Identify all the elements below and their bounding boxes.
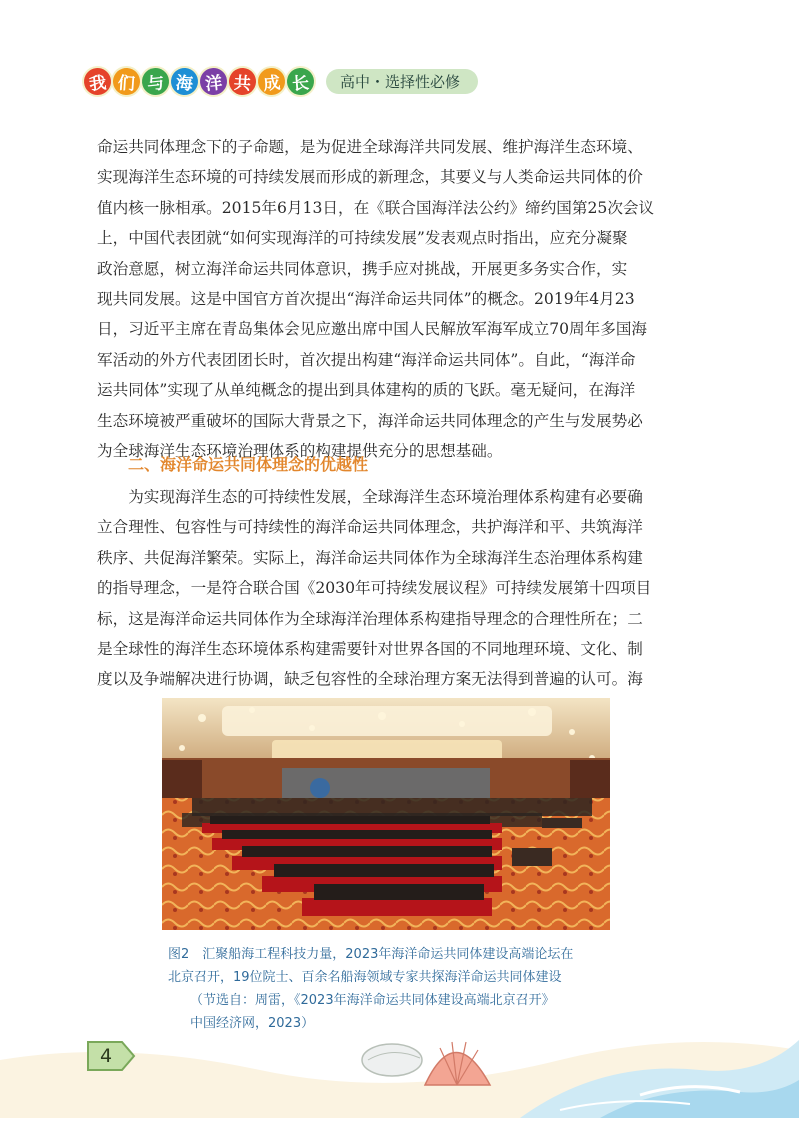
caption-line: 图2 汇聚船海工程科技力量，2023年海洋命运共同体建设高端论坛在: [168, 947, 574, 962]
text-line: 值内核一脉相承。2015年6月13日，在《联合国海洋法公约》缔约国第25次会议: [97, 198, 655, 217]
text-line: 秩序、共促海洋繁荣。实际上，海洋命运共同体作为全球海洋生态治理体系构建: [97, 548, 643, 567]
logo-char: 我: [83, 66, 113, 96]
text-line: 为全球海洋生态环境治理体系的构建提供充分的思想基础。: [97, 442, 503, 461]
body-paragraph-1: [97, 132, 677, 466]
text-line: 实现海洋生态环境的可持续发展而形成的新理念，其要义与人类命运共同体的价: [97, 168, 643, 187]
text-line: 现共同发展。这是中国官方首次提出“海洋命运共同体”的概念。2019年4月23: [97, 290, 635, 309]
logo-char: 成: [257, 66, 287, 96]
seashell-icon: [362, 1044, 422, 1076]
text-line: 生态环境被严重破坏的国际大背景之下，海洋命运共同体理念的产生与发展势必: [97, 411, 643, 430]
scallop-shell-icon: [425, 1042, 490, 1085]
logo-char: 们: [112, 67, 141, 96]
text-line: 的指导理念，一是符合联合国《2030年可持续发展议程》可持续发展第十四项目: [97, 579, 652, 598]
section-heading: 二、海洋命运共同体理念的优越性: [128, 455, 369, 474]
text-line: 军活动的外方代表团团长时，首次提出构建“海洋命运共同体”。自此，“海洋命: [97, 350, 636, 369]
page-header: [84, 62, 478, 100]
text-line: 立合理性、包容性与可持续性的海洋命运共同体理念，共护海洋和平、共筑海洋: [97, 518, 643, 537]
page-number-badge: [86, 1040, 136, 1072]
text-line: 政治意愿，树立海洋命运共同体意识，携手应对挑战，开展更多务实合作，实: [97, 259, 628, 278]
logo-char: 长: [286, 67, 315, 96]
text-line: 度以及争端解决进行协调，缺乏包容性的全球治理方案无法得到普遍的认可。海: [97, 670, 643, 689]
logo-char: 洋: [199, 66, 229, 96]
text-line: 是全球性的海洋生态环境体系构建需要针对世界各国的不同地理环境、文化、制: [97, 640, 643, 659]
caption-line: 北京召开，19位院士、百余名船海领域专家共探海洋命运共同体建设: [168, 970, 562, 985]
text-line: 运共同体”实现了从单纯概念的提出到具体建构的质的飞跃。毫无疑问，在海洋: [97, 381, 636, 400]
book-logo: [84, 68, 314, 95]
logo-char: 海: [170, 66, 199, 95]
conference-photo: [162, 698, 610, 930]
page-number: 4: [99, 1045, 113, 1067]
text-line: 为实现海洋生态的可持续性发展，全球海洋生态环境治理体系构建有必要确: [128, 488, 643, 506]
logo-char: 共: [228, 67, 257, 96]
text-line: 日，习近平主席在青岛集体会见应邀出席中国人民解放军海军成立70周年多国海: [97, 320, 648, 339]
caption-source: 中国经济网，2023）: [190, 1016, 315, 1031]
text-line: 标，这是海洋命运共同体作为全球海洋治理体系构建指导理念的合理性所在；二: [97, 609, 643, 628]
text-line: 上，中国代表团就“如何实现海洋的可持续发展”发表观点时指出，应充分凝聚: [97, 229, 628, 248]
book-subtitle: 高中・选择性必修: [326, 69, 478, 94]
logo-char: 与: [141, 66, 171, 96]
body-paragraph-2: [97, 482, 677, 695]
caption-source: （节选自：周雷，《2023年海洋命运共同体建设高端北京召开》: [190, 993, 555, 1008]
text-line: 命运共同体理念下的子命题，是为促进全球海洋共同发展、维护海洋生态环境、: [97, 138, 643, 156]
